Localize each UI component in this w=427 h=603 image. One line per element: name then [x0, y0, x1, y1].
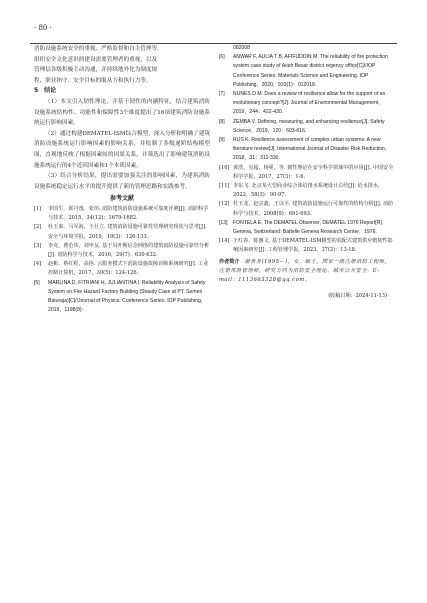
text-line: 管理层各级积极主动沟通，并持续地外化为制度规 — [34, 67, 158, 74]
reference-text: 杜玉来，马军海，王壮立. 建筑消防设施可靠性管理研究现状与思考[J]. 安全与环境学报，2019，19(3)：126-133. — [48, 224, 207, 240]
conclusion-paragraph-1: （1）本文引入韧性理论，并基于韧性的内涵特征，结合建筑消防设施系统结构性、功能性和保障性3个维度提出了16项建筑消防设施系统运行影响因素。 — [34, 98, 210, 127]
reference-item — [219, 219, 395, 237]
reference-label: [3] — [34, 242, 42, 249]
author-bio — [219, 258, 395, 286]
reference-text: NUNES D M. Does a review of resilience allow for the support of an evolutionary concept?[J]. Journal of Environmental Management，2019，244：422-430. — [233, 91, 386, 116]
text-line: 组织安全文化意识的建设需要管理者的重视，以及 — [34, 56, 158, 63]
author-label: 作者简介 — [219, 258, 240, 265]
page-number: · 80 · — [34, 24, 52, 32]
conclusion-heading: 5 结论 — [34, 87, 57, 95]
intro-paragraph — [34, 44, 210, 86]
reference-item — [219, 182, 395, 200]
received-date: (收稿日期：2024-11-13) — [328, 293, 387, 300]
reference-text: 杜玉龙，赵宗鑫，王以平. 建筑消防设施运行可靠性的结构分析[J]. 消防科学与技术，2008(9)：691-693. — [233, 201, 394, 217]
reference-item — [219, 136, 395, 164]
reference-text: ZEMBA V. Defining, measuring, and enhancing resilience[J]. Safety Science，2019，120：603-616. — [233, 118, 385, 134]
conclusion-paragraph-3: （3）结合分析结果，提出需要加强关注的影响因素，为建筑消防设施系统稳定运行水平的提升提供了新的管理思路和实践参考。 — [34, 173, 210, 190]
reference-label: [12] — [219, 201, 230, 208]
reference-text: ANWAR F, AULIA T B, AFIFUDDIN M. The reliability of fire protection system case study of Aceh Besar district regency office[C]//IOP Conference Series: Materials Science and Engineering. IOP Publishing，2020，933(1)：012018. — [233, 54, 388, 88]
reference-text: 王红春，陈雅文. 基于DEMATEL-ISM模型的装配式建筑供应链韧性影响因素研究[J]. 工程管理学报，2023，37(2)：13-18. — [233, 238, 393, 254]
reference-label: [10] — [219, 164, 230, 171]
reference-text: MARLINA D, FITRIANI H, JULIANTINA I. Reliability Analysis of Safety System on Fire Hazard Factory Building (Staudy Case at PT. Semen Baturaja)[C]//Journal of Physics: Conference Series. IOP Publishing，2019，1198(8)： — [48, 279, 206, 314]
right-column — [219, 44, 395, 302]
reference-item — [219, 118, 395, 136]
reference-text: 李克，曹范玮，刘申友. 基于贝叶斯信念网络的建筑消防设施可靠性分析[J]. 消防科学与技术，2010，29(7)：630-632. — [48, 242, 210, 258]
reference-item — [34, 260, 210, 278]
reference-item — [34, 242, 210, 260]
text-line: 消防设施系统安全的重视、严格监督和自主管理等， — [34, 46, 163, 52]
reference-label: [6] — [219, 54, 225, 61]
conclusion-paragraph-2: （2）通过构建DEMATEL-ISM综合模型，深入分析和明确了建筑消防设施系统运行影响因素的影响关系，并绘制了多级递阶结构模型图，直观地反映了根据因素间的因果关系，并筛选出了影响建筑消防设施系统运行的4个近因因素和1个本质因素。 — [34, 130, 210, 169]
references-title: 参考文献 — [109, 195, 134, 203]
reference-text: 李东飞. 北京某大型商业综合体给排水系统设计总结[J]. 给水排水，2022，58(3)：90-97. — [233, 183, 384, 199]
reference-label: [11] — [219, 183, 230, 190]
reference-label: [14] — [219, 238, 230, 245]
reference-text: 黄浩，吴超，杨冕，等. 韧性理论在安全科学领域中的应用[J]. 中国安全科学学报，2017，27(3)：1-6. — [233, 164, 394, 180]
reference-continuation: 082008 — [233, 45, 250, 51]
reference-label: [4] — [34, 261, 42, 268]
reference-item — [219, 53, 395, 90]
reference-item — [219, 164, 395, 182]
reference-item — [219, 90, 395, 118]
reference-item — [34, 279, 210, 316]
reference-item — [34, 205, 210, 223]
text-line: 程、职业指守、安全目标的服从力和执行力等。 — [34, 77, 152, 84]
reference-item — [219, 200, 395, 218]
reference-text: FONTELA E. The DEMATEL Observer, DEMATEL 1976 Report[R]. Geneva, Switzerland: Battelle Geneva Research Center，1976. — [233, 219, 384, 236]
reference-label: [1] — [34, 205, 42, 212]
reference-text: RUS K. Resilience assessment of complex urban systems: A new literature review[J]. International Journal of Disaster Risk Reduction，2018，31：311-330. — [233, 137, 390, 162]
reference-label: [13] — [219, 219, 228, 226]
reference-text: 赵彬，蔡红程，高艳. 云服务模式下消防设施故障诊断系统研究[J]. 工业控制计算机，2017，30(5)：124-126. — [48, 261, 209, 277]
author-text: 谢善务(1995—)，女，硕士，国家一级注册消防工程师，注册风险管理师，研究方向为消防安全理论、城市公共安全。E-mail：1113663328@qq.com。 — [219, 258, 391, 284]
reference-label: [7] — [219, 91, 225, 98]
reference-item — [34, 223, 210, 241]
reference-label: [9] — [219, 137, 225, 144]
page-header — [30, 18, 397, 44]
reference-text: 李国生，邱丹逸，张伟. 消防建筑消防设施系统可靠度评测[J]. 消防科学与技术，2015，34(12)：1679-1682. — [48, 205, 209, 222]
reference-item — [219, 237, 395, 255]
reference-label: [5] — [34, 279, 40, 286]
reference-label: [8] — [219, 118, 225, 125]
left-column — [34, 44, 210, 315]
reference-label: [2] — [34, 224, 42, 231]
